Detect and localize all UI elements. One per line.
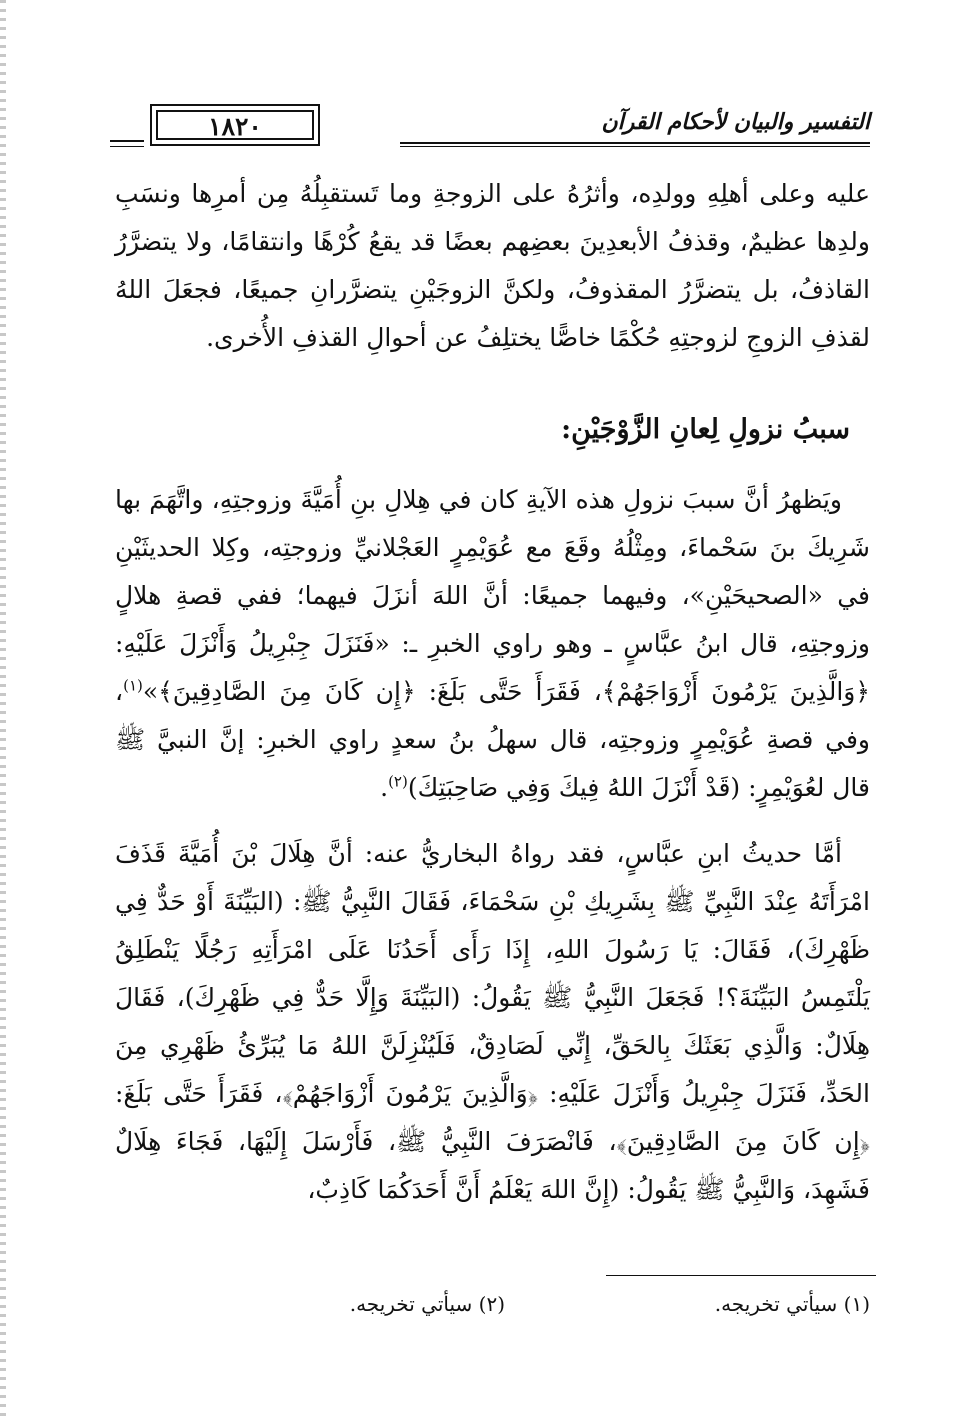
footnote-1: (١) سيأتي تخريجه. — [714, 1292, 870, 1316]
page-header — [110, 100, 870, 160]
page-number-box — [150, 104, 320, 146]
section-heading: سببُ نزولِ لِعانِ الزَّوْجَيْنِ: — [561, 414, 850, 445]
paragraph-cause-end: . — [380, 773, 389, 802]
footnote-ref-1[interactable]: (١) — [123, 676, 143, 695]
page-number: ١٨٢٠ — [156, 110, 314, 140]
paragraph-cause — [115, 476, 870, 812]
paragraph-intro: عليه وعلى أهلِهِ وولدِه، وأثرُهُ على الزوجةِ وما تَستقبِلُهُ مِن أمرِها ونسَبِ ولدِها عظيمٌ، وقذفُ الأبعدِينَ بعضِهم بعضًا قد يقعُ كُرْهًا وانتقامًا، ولا يتضرَّرُ القاذفُ، بل يتضرَّرُ المقذوفُ، ولكنَّ الزوجَيْنِ يتضرَّرانِ جميعًا، فجعَلَ اللهُ لقذفِ الزوجِ لزوجتِهِ حُكْمًا خاصًّا يختلِفُ عن أحوالِ القذفِ الأُخرى. — [115, 179, 870, 352]
header-left-rule-thin — [110, 146, 144, 147]
footnote-2: (٢) سيأتي تخريجه. — [349, 1292, 505, 1316]
header-left-rule — [110, 140, 144, 142]
header-rule-thin — [400, 146, 870, 147]
footnote-ref-2[interactable]: (٢) — [388, 772, 408, 791]
footnotes — [250, 1284, 870, 1324]
book-title: التفسير والبيان لأحكام القرآن — [601, 109, 870, 135]
paragraph-hadith: أمَّا حديثُ ابنِ عبَّاسٍ، فقد رواهُ البخاريُّ عنه: أنَّ هِلَالَ بْنَ أُمَيَّةَ قَذَفَ امْرَأَتَهُ عِنْدَ النَّبِيِّ ﷺ بِشَرِيكِ بْنِ سَحْمَاءَ، فَقَالَ النَّبِيُّ ﷺ: (البَيِّنَةَ أَوْ حَدٌّ فِي ظَهْرِكَ)، فَقَالَ: يَا رَسُولَ اللهِ، إِذَا رَأَى أَحَدُنَا عَلَى امْرَأَتِهِ رَجُلًا يَنْطَلِقُ يَلْتَمِسُ البَيِّنَةَ؟! فَجَعَلَ النَّبِيُّ ﷺ يَقُولُ: (البَيِّنَةَ وَإِلَّا حَدٌّ فِي ظَهْرِكَ)، فَقَالَ هِلَالٌ: وَالَّذِي بَعَثَكَ بِالحَقِّ، إِنِّي لَصَادِقٌ، فَلَيُنْزِلَنَّ اللهُ مَا يُبَرِّئُ ظَهْرِي مِنَ الحَدِّ، فَنَزَلَ جِبْرِيلُ وَأَنْزَلَ عَلَيْهِ: ﴿وَالَّذِينَ يَرْمُونَ أَزْوَاجَهُمْ﴾، فَقَرَأَ حَتَّى بَلَغَ: ﴿إِن كَانَ مِنَ الصَّادِقِينَ﴾، فَانْصَرَفَ النَّبِيُّ ﷺ، فَأَرْسَلَ إِلَيْهَا، فَجَاءَ هِلَالٌ فَشَهِدَ، وَالنَّبِيُّ ﷺ يَقُولُ: (إِنَّ اللهَ يَعْلَمُ أَنَّ أَحَدَكُمَا كَاذِبٌ، — [115, 839, 870, 1204]
scan-edge — [0, 0, 6, 1417]
paragraph-cause-part3: ، وفي قصةِ عُوَيْمِرٍ وزوجتِه، قال سهلُ بنُ سعدٍ راوي الخبرِ: إنَّ النبيَّ ﷺ قال لعُوَيْمِرٍ: (قَدْ أَنْزَلَ اللهُ فِيكَ وَفِي صَاحِبَتِكَ) — [115, 677, 870, 802]
footnote-rule — [606, 1275, 876, 1276]
header-rule — [400, 142, 870, 144]
paragraph-cause-part1: ويَظهرُ أنَّ سببَ نزولِ هذه الآيةِ كان في هِلالِ بنِ أُمَيَّةَ وزوجتِهِ، واتَّهَمَ بها شَرِيكَ بنَ سَحْماءَ، ومِثْلُهُ وقَعَ مع عُوَيْمِرٍ العَجْلانيِّ وزوجتِه، وكِلا الحديثَيْنِ في «الصحيحَيْنِ»، وفيهما جميعًا: أنَّ اللهَ أنزَلَ فيهما؛ ففي قصةِ هلالٍ وزوجتِهِ، قال ابنُ عبَّاسٍ ـ وهو راوي الخبرِ ـ: «فَنَزَلَ جِبْرِيلُ — [115, 485, 871, 658]
page-body — [115, 170, 870, 1214]
paragraph-cause-part2: وَأَنْزَلَ عَلَيْهِ: ﴿وَالَّذِينَ يَرْمُونَ أَزْوَاجَهُمْ﴾، فَقَرَأَ حَتَّى بَلَغَ: ﴿إِن كَانَ مِنَ الصَّادِقِينَ﴾» — [115, 629, 870, 706]
